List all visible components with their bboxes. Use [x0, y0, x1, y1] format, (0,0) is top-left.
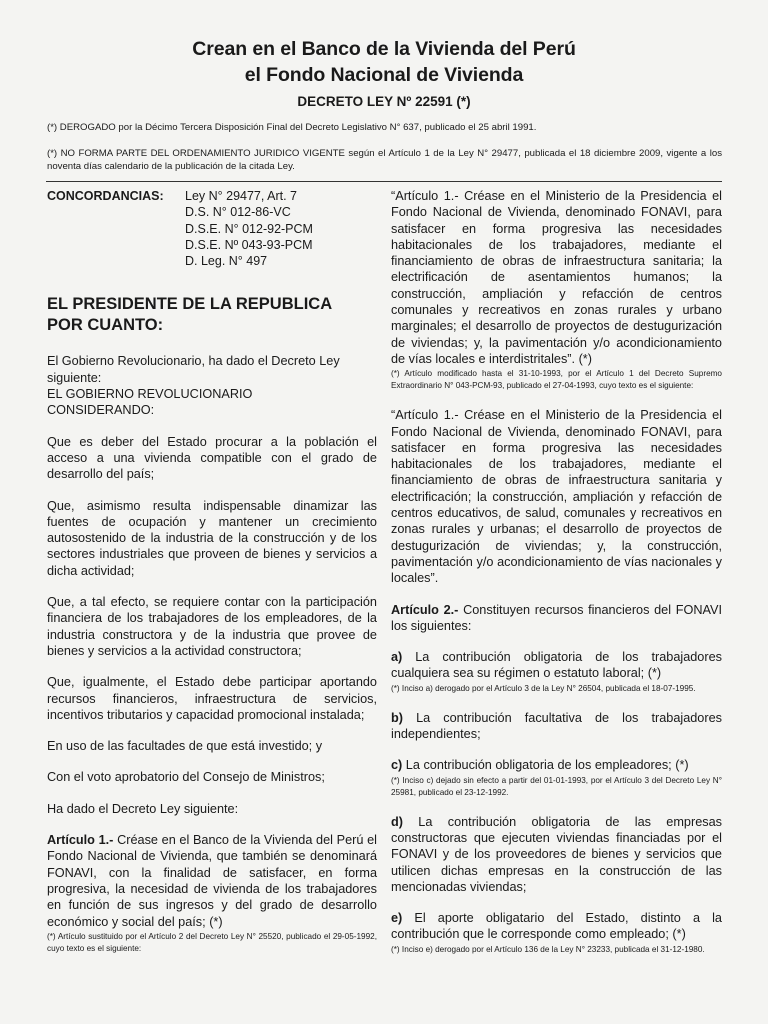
paragraph: El Gobierno Revolucionario, ha dado el Decreto Ley siguiente: — [47, 354, 340, 385]
heading-line: POR CUANTO: — [47, 316, 164, 335]
clause-a — [391, 649, 722, 682]
derogation-note: (*) DEROGADO por la Décimo Tercera Disposición Final del Decreto Legislativo N° 637, publicado el 25 abril 1991. — [47, 122, 537, 133]
clause-c — [391, 757, 722, 773]
paragraph: EL GOBIERNO REVOLUCIONARIO — [47, 387, 253, 402]
clause-text: La contribución obligatoria de los trabajadores cualquiera sea su régimen o estatuto laboral; (*) — [391, 650, 722, 681]
paragraph: Con el voto aprobatorio del Consejo de Ministros; — [47, 770, 325, 785]
footnote: (*) Inciso a) derogado por el Artículo 3 de la Ley N° 26504, publicada el 18-07-1995. — [391, 683, 696, 693]
article-1-version-2: “Artículo 1.- Créase en el Ministerio de la Presidencia el Fondo Nacional de Vivienda, denominado FONAVI, para satisfacer en forma progresiva las necesidades habitacionales de los trabajadores, mediante el financiamiento de obras de infraestructura sanitaria y electrificación; la construcción, ampliación y refacción de centros educativos, de salud, comunales y recreativos en zonas rurales y urbanas; el desarrollo de proyectos de destugurización de viviendas; y, la construcción, pavimentación y/o acondicionamiento de vías nacionales y locales”. — [391, 408, 722, 586]
paragraph: Que, igualmente, el Estado debe participar aportando recursos financieros, infraestructura de servicios, incentivos tributarios y capacidad promocional instalada; — [47, 675, 377, 722]
clause-label: d) — [391, 814, 403, 829]
preamble-block — [47, 353, 377, 418]
footnote: (*) Artículo modificado hasta el 31-10-1993, por el Artículo 1 del Decreto Supremo Extraordinario N° 043-PCM-93, publicado el 27-04-1993, cuyo texto es el siguiente: — [391, 369, 722, 391]
footnote: (*) Inciso c) dejado sin efecto a partir del 01-01-1993, por el Artículo 3 del Decreto Ley N° 25981, publicado el 23-12-1992. — [391, 775, 722, 797]
clause-b — [391, 710, 722, 743]
article-label: Artículo 1.- — [47, 833, 114, 848]
clause-label: e) — [391, 911, 403, 926]
clause-label: c) — [391, 758, 403, 773]
footnote: (*) Inciso e) derogado por el Artículo 136 de la Ley N° 23233, publicada el 31-12-1980. — [391, 944, 705, 954]
paragraph: Que, asimismo resulta indispensable dinamizar las fuentes de ocupación y mantener un crecimiento autosostenido de la industria de la construcción y de los sectores industriales que proveen de bienes y servicios a dicha actividad; — [47, 498, 377, 578]
header-divider — [46, 181, 722, 182]
article-1-version-1: “Artículo 1.- Créase en el Ministerio de la Presidencia el Fondo Nacional de Vivienda, denominado FONAVI, para satisfacer en forma progresiva las necesidades habitacionales de los trabajadores, mediante el financiamiento de obras de infraestructura sanitaria; la electrificación de asentamientos humanos; la construcción, ampliación y refacción de centros comunales y recreativos en zonas rurales y urbano marginales; el desarrollo de proyectos de destugurización de viviendas; y, la pavimentación y/o acondicionamiento de vías locales e interdistritales”. (*) — [391, 189, 722, 366]
clause-label: a) — [391, 650, 403, 665]
clause-e — [391, 910, 722, 943]
paragraph: Que, a tal efecto, se requiere contar con la participación financiera de los trabajadores de los empleadores, de la industria constructora y de la industria que provee de bienes y servicios a la actividad constructora; — [47, 595, 377, 658]
clause-label: b) — [391, 710, 403, 725]
clause-text: La contribución obligatoria de los empleadores; (*) — [402, 758, 689, 773]
article-label: Artículo 2.- — [391, 602, 459, 617]
document-title-line2: el Fondo Nacional de Vivienda — [244, 64, 524, 86]
paragraph: CONSIDERANDO: — [47, 403, 155, 418]
paragraph: Ha dado el Decreto Ley siguiente: — [47, 801, 239, 816]
article-2 — [391, 602, 722, 635]
clause-text: El aporte obligatario del Estado, distinto a la contribución que le corresponde como empleado; (*) — [391, 911, 722, 942]
article-1 — [47, 832, 377, 930]
article-text: Constituyen recursos financieros del FONAVI los siguientes: — [391, 602, 723, 633]
paragraph: En uso de las facultades de que está investido; y — [47, 739, 323, 754]
concordancias-label: CONCORDANCIAS: — [47, 189, 164, 203]
clause-text: La contribución obligatoria de las empresas constructoras que ejecuten viviendas financiadas por el FONAVI y de los proveedores de bienes y servicios que utilicen dichas empresas en la construcción de las mencionadas viviendas; — [391, 814, 722, 894]
concordancias-list — [185, 188, 313, 269]
decree-number: DECRETO LEY Nº 22591 (*) — [297, 94, 471, 109]
heading-line: EL PRESIDENTE DE LA REPUBLICA — [47, 295, 333, 314]
concordancia-item: D.S.E. N° 012-92-PCM — [185, 221, 313, 236]
document-title-line1: Crean en el Banco de la Vivienda del Perú — [192, 38, 576, 60]
clause-d — [391, 814, 722, 895]
clause-text: La contribución facultativa de los trabajadores independientes; — [391, 710, 722, 742]
concordancias-block — [47, 188, 377, 269]
concordancia-item: D. Leg. N° 497 — [185, 254, 268, 269]
concordancia-item: Ley N° 29477, Art. 7 — [185, 189, 298, 203]
concordancia-item: D.S.E. Nº 043-93-PCM — [185, 237, 313, 252]
paragraph: Que es deber del Estado procurar a la población el acceso a una vivienda compatible con el grado de desarrollo del país; — [47, 434, 377, 482]
left-column — [47, 188, 377, 955]
validity-note: (*) NO FORMA PARTE DEL ORDENAMIENTO JURIDICO VIGENTE según el Artículo 1 de la Ley N° 29477, publicada el 18 diciembre 2009, vigente a los noventa días calendario de la publicación de la citada Ley. — [47, 148, 722, 172]
article-text: Créase en el Banco de la Vivienda del Perú el Fondo Nacional de Vivienda, que también se denominará FONAVI, con la finalidad de satisfacer, en forma progresiva, la necesidad de vivienda de los trabajadores en función de sus ingresos y del grado de desarrollo económico y social del país; (*) — [47, 833, 377, 929]
concordancia-item: D.S. N° 012-86-VC — [185, 205, 291, 220]
section-heading — [47, 294, 377, 336]
right-column — [391, 188, 722, 956]
footnote: (*) Artículo sustituido por el Artículo 2 del Decreto Ley N° 25520, publicado el 29-05-1992, cuyo texto es el siguiente: — [47, 931, 377, 953]
